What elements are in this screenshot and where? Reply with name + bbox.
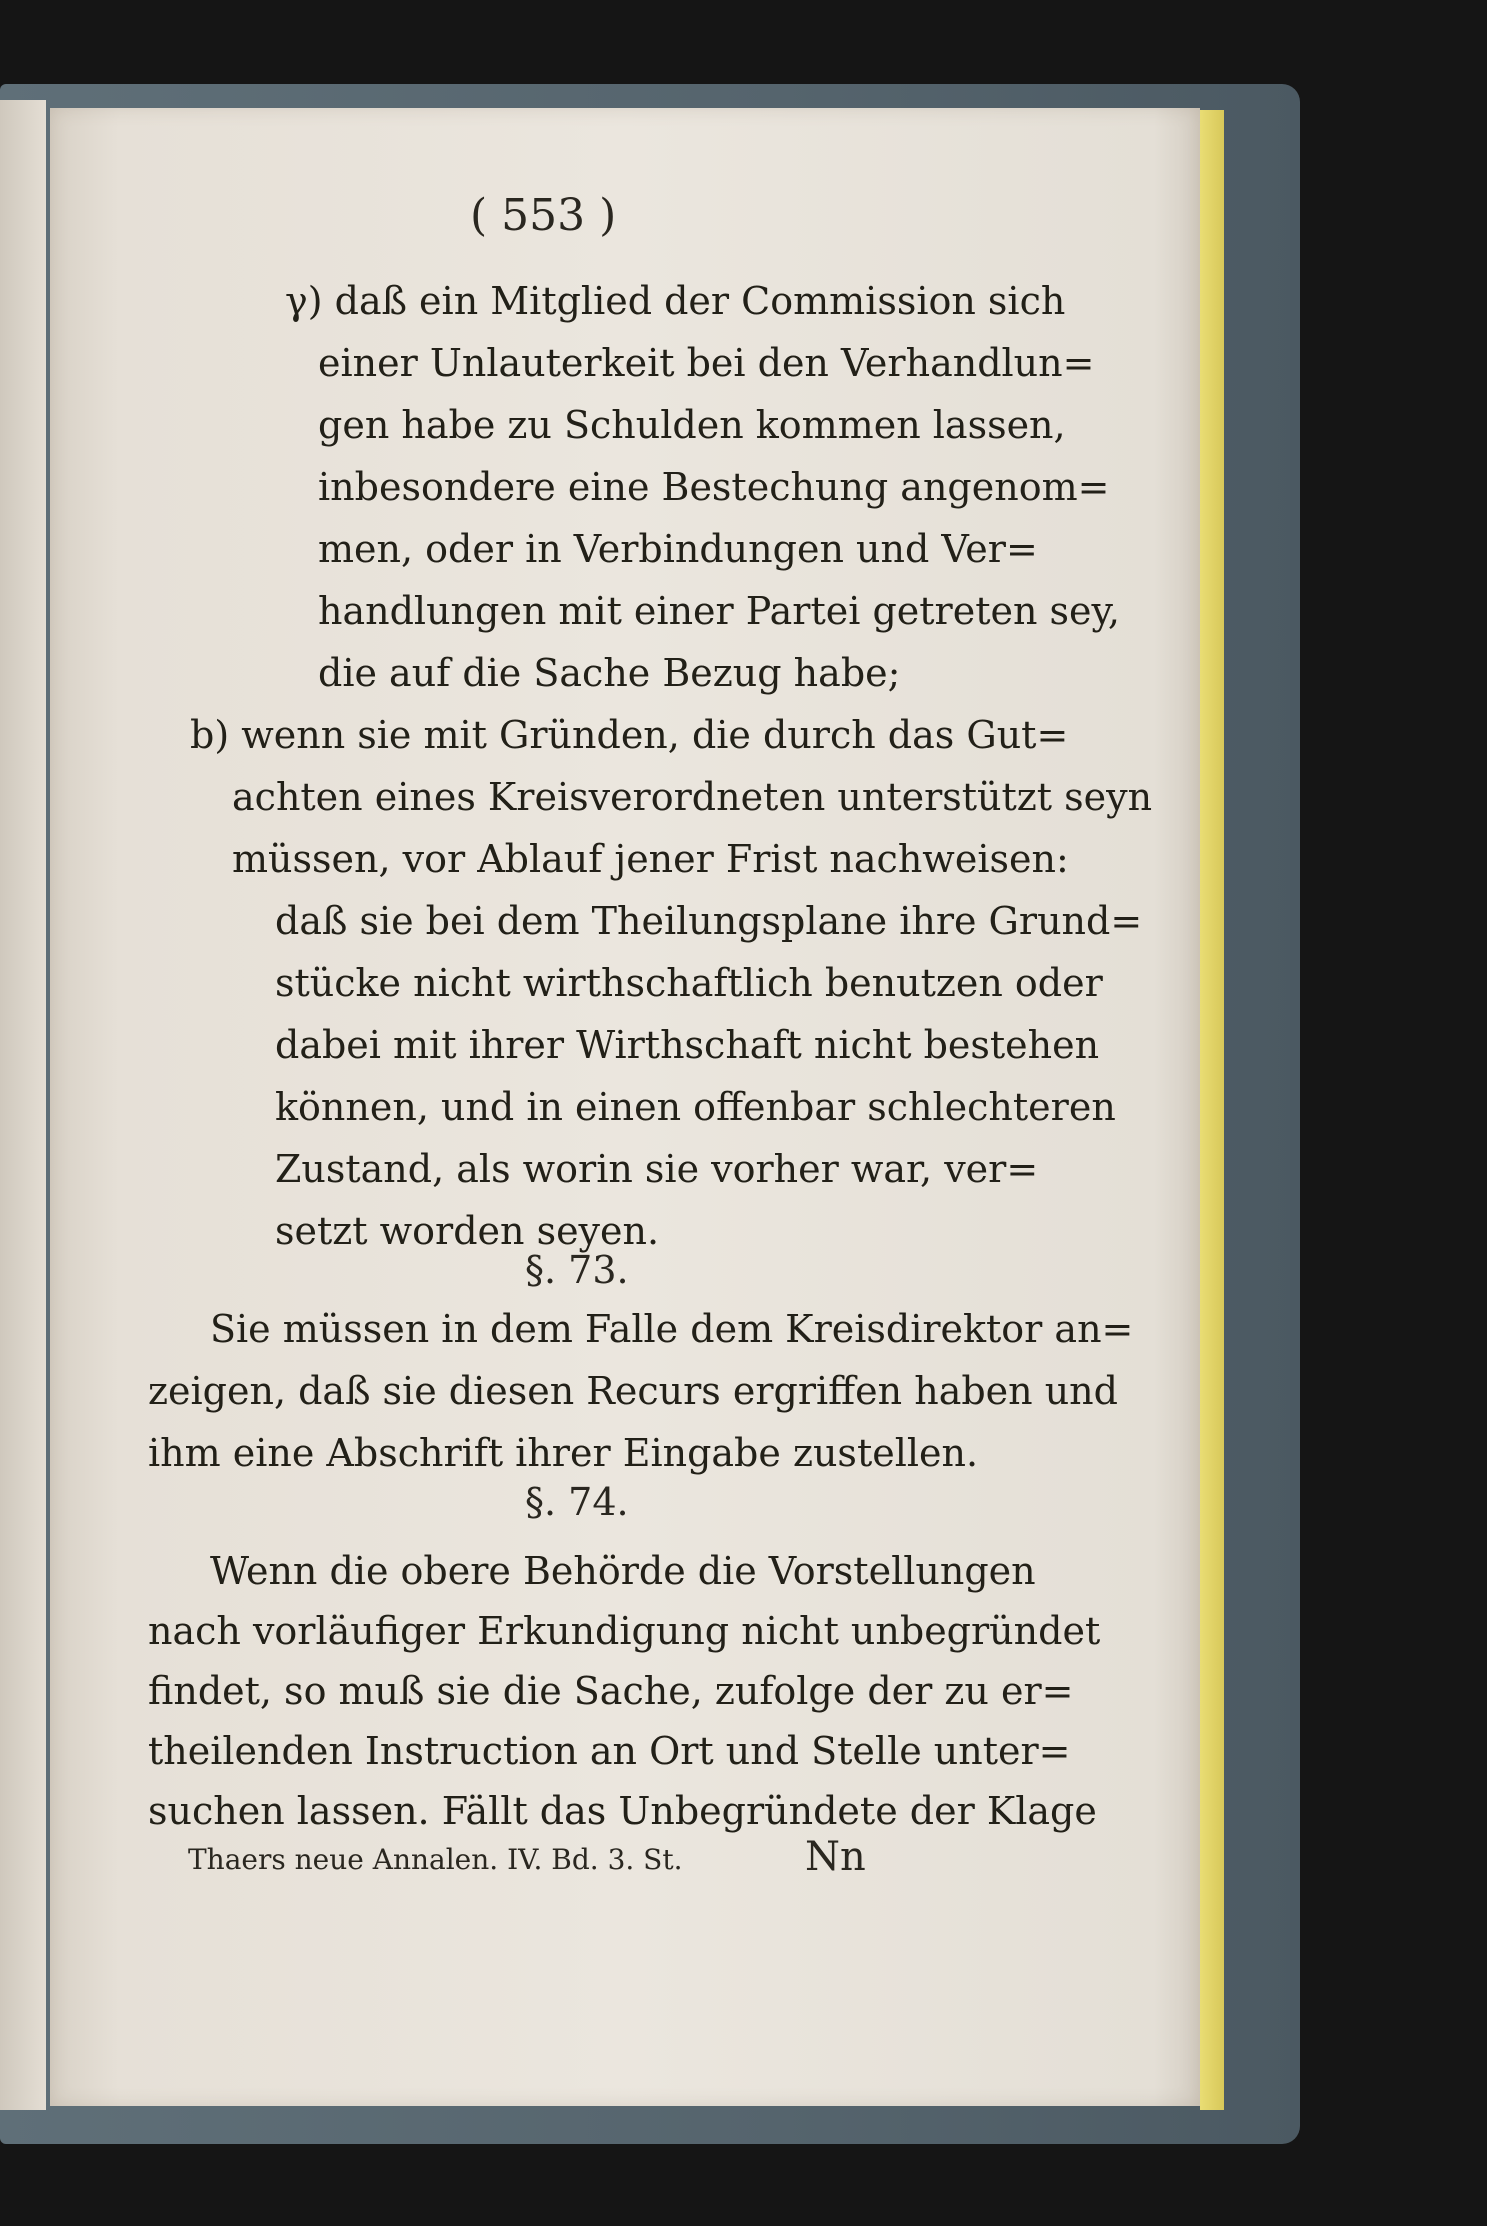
page-block-edge	[1200, 110, 1224, 2110]
text-line: setzt worden seyen.	[275, 1209, 660, 1253]
text-line: die auf die Sache Bezug habe;	[318, 651, 901, 695]
left-page-edge	[0, 100, 46, 2110]
text-line: gen habe zu Schulden kommen lassen,	[318, 403, 1066, 447]
text-line: Wenn die obere Behörde die Vorstellungen	[210, 1549, 1036, 1593]
text-line: Sie müssen in dem Falle dem Kreisdirektor an=	[210, 1307, 1134, 1351]
text-line: Zustand, als worin sie vorher war, ver=	[275, 1147, 1039, 1191]
text-line: zeigen, daß sie diesen Recurs ergriffen haben und	[148, 1369, 1118, 1413]
text-line: können, und in einen offenbar schlechteren	[275, 1085, 1116, 1129]
footer-signature-line: Thaers neue Annalen. IV. Bd. 3. St.	[188, 1843, 683, 1876]
text-line: findet, so muß sie die Sache, zufolge der zu er=	[148, 1669, 1074, 1713]
text-line: dabei mit ihrer Wirthschaft nicht bestehen	[275, 1023, 1100, 1067]
section-heading: §. 73.	[525, 1248, 629, 1292]
text-line: b) wenn sie mit Gründen, die durch das Gut=	[190, 713, 1069, 757]
text-line: müssen, vor Ablauf jener Frist nachweisen:	[232, 837, 1069, 881]
text-line: theilenden Instruction an Ort und Stelle unter=	[148, 1729, 1071, 1773]
text-line: achten eines Kreisverordneten unterstützt seyn	[232, 775, 1153, 819]
text-line: γ) daß ein Mitglied der Commission sich	[285, 279, 1066, 323]
page-number-header: ( 553 )	[470, 190, 617, 241]
signature-mark: Nn	[805, 1834, 866, 1880]
text-line: ihm eine Abschrift ihrer Eingabe zustellen.	[148, 1431, 979, 1475]
text-line: inbesondere eine Bestechung angenom=	[318, 465, 1110, 509]
text-line: handlungen mit einer Partei getreten sey,	[318, 589, 1120, 633]
section-heading: §. 74.	[525, 1480, 629, 1524]
text-line: suchen lassen. Fällt das Unbegründete der Klage	[148, 1789, 1097, 1833]
text-line: nach vorläufiger Erkundigung nicht unbegründet	[148, 1609, 1101, 1653]
text-line: einer Unlauterkeit bei den Verhandlun=	[318, 341, 1095, 385]
text-line: men, oder in Verbindungen und Ver=	[318, 527, 1038, 571]
text-line: daß sie bei dem Theilungsplane ihre Grund=	[275, 899, 1143, 943]
text-line: stücke nicht wirthschaftlich benutzen oder	[275, 961, 1103, 1005]
